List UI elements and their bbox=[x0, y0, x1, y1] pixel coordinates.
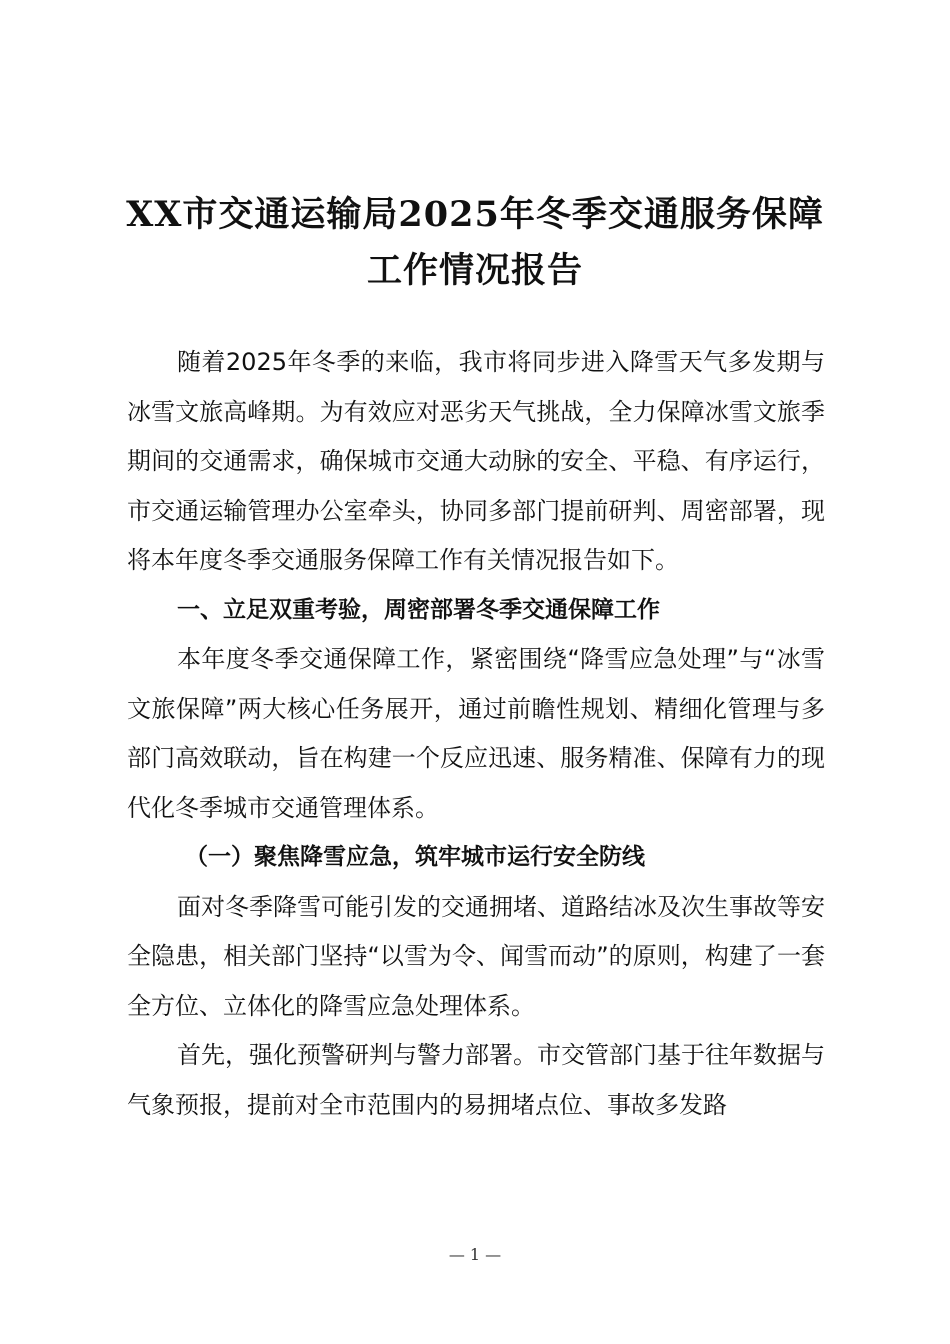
subsection-heading-1: （一）聚焦降雪应急，筑牢城市运行安全防线 bbox=[185, 844, 645, 870]
document-body bbox=[127, 338, 825, 1130]
section-1-paragraph: 本年度冬季交通保障工作，紧密围绕“降雪应急处理”与“冰雪文旅保障”两大核心任务展开，通过前瞻性规划、精细化管理与多部门高效联动，旨在构建一个反应迅速、服务精准、保障有力的现代化冬季城市交通管理体系。 bbox=[127, 645, 825, 822]
document-title: XX市交通运输局2025年冬季交通服务保障工作情况报告 bbox=[126, 194, 824, 291]
page-number: — 1 — bbox=[448, 1245, 502, 1264]
intro-paragraph: 随着2025年冬季的来临，我市将同步进入降雪天气多发期与冰雪文旅高峰期。为有效应对恶劣天气挑战，全力保障冰雪文旅季期间的交通需求，确保城市交通大动脉的安全、平稳、有序运行，市交通运输管理办公室牵头，协同多部门提前研判、周密部署，现将本年度冬季交通服务保障工作有关情况报告如下。 bbox=[127, 348, 825, 574]
section-heading-1: 一、立足双重考验，周密部署冬季交通保障工作 bbox=[177, 596, 660, 623]
subsection-1-paragraph-2: 首先，强化预警研判与警力部署。市交管部门基于往年数据与气象预报，提前对全市范围内的易拥堵点位、事故多发路 bbox=[127, 1041, 825, 1119]
subsection-1-paragraph-1: 面对冬季降雪可能引发的交通拥堵、道路结冰及次生事故等安全隐患，相关部门坚持“以雪为令、闻雪而动”的原则，构建了一套全方位、立体化的降雪应急处理体系。 bbox=[127, 892, 825, 1020]
